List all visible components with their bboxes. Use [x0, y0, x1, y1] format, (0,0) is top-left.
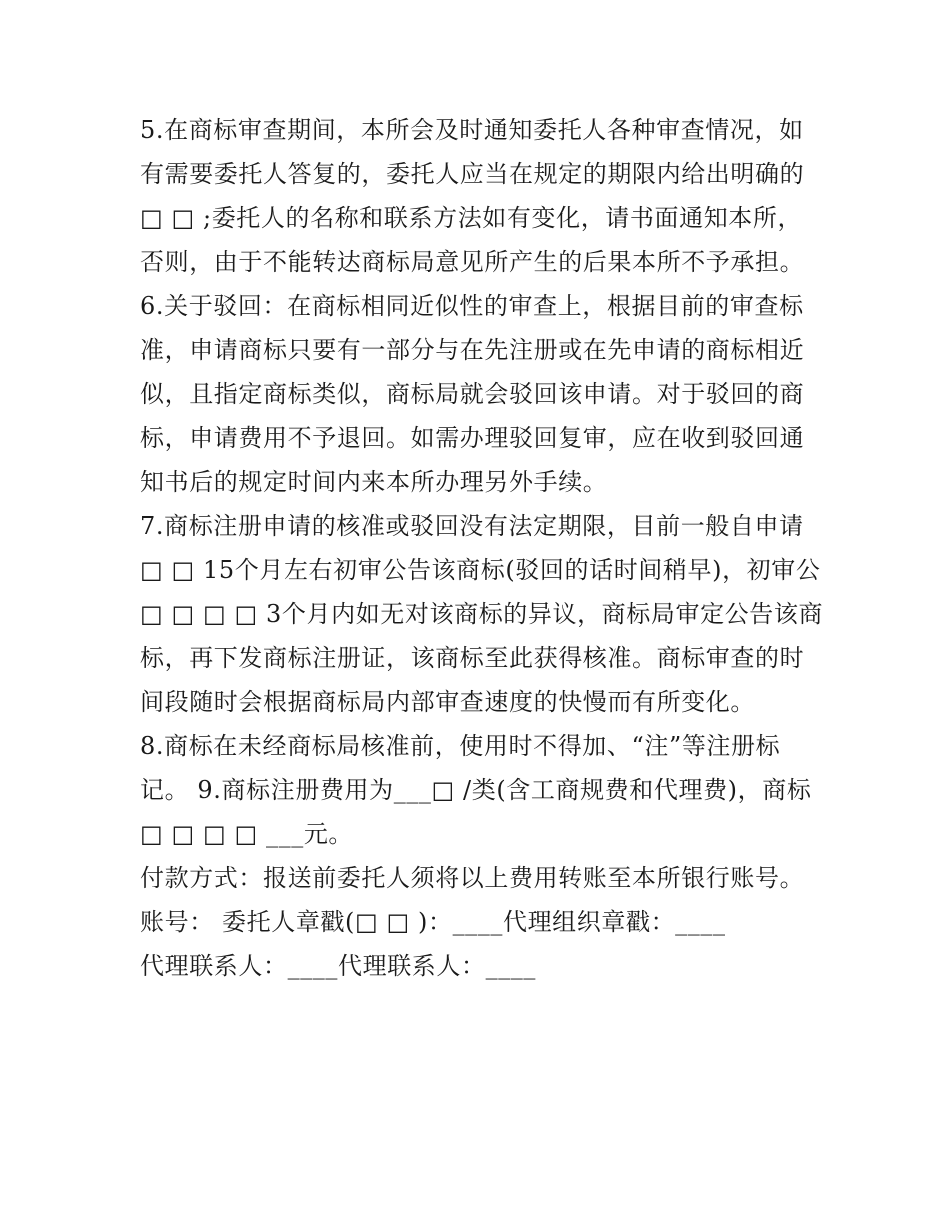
- text-line: 准，申请商标只要有一部分与在先注册或在先申请的商标相近: [140, 336, 805, 364]
- text-line: 6.关于驳回：在商标相同近似性的审查上，根据目前的审查标: [140, 292, 804, 320]
- text-line: □ □ ;委托人的名称和联系方法如有变化，请书面通知本所，: [140, 204, 803, 232]
- text-line: 账号： 委托人章戳(□ □ )：____代理组织章戳：____: [140, 908, 726, 936]
- text-line: 代理联系人：____代理联系人：____: [140, 952, 536, 980]
- text-line: □ □ 15个月左右初审公告该商标(驳回的话时间稍早)，初审公: [140, 556, 821, 584]
- document-body: [140, 108, 830, 988]
- text-line: 否则，由于不能转达商标局意见所产生的后果本所不予承担。: [140, 248, 805, 276]
- text-line: 8.商标在未经商标局核准前，使用时不得加、“注”等注册标: [140, 732, 781, 760]
- text-line: 有需要委托人答复的，委托人应当在规定的期限内给出明确的: [140, 160, 805, 188]
- text-line: 记。 9.商标注册费用为___□ /类(含工商规费和代理费)，商标: [140, 776, 812, 804]
- text-line: □ □ □ □ 3个月内如无对该商标的异议，商标局审定公告该商: [140, 600, 824, 628]
- text-line: 付款方式：报送前委托人须将以上费用转账至本所银行账号。: [140, 864, 805, 892]
- text-line: 标，再下发商标注册证，该商标至此获得核准。商标审查的时: [140, 644, 805, 672]
- text-line: 似，且指定商标类似，商标局就会驳回该申请。对于驳回的商: [140, 380, 805, 408]
- text-line: □ □ □ □ ___元。: [140, 820, 354, 848]
- text-line: 间段随时会根据商标局内部审查速度的快慢而有所变化。: [140, 688, 755, 716]
- text-line: 标，申请费用不予退回。如需办理驳回复审，应在收到驳回通: [140, 424, 805, 452]
- text-line: 7.商标注册申请的核准或驳回没有法定期限，目前一般自申请: [140, 512, 804, 540]
- text-line: 知书后的规定时间内来本所办理另外手续。: [140, 468, 608, 496]
- text-line: 5.在商标审查期间，本所会及时通知委托人各种审查情况，如: [140, 116, 804, 144]
